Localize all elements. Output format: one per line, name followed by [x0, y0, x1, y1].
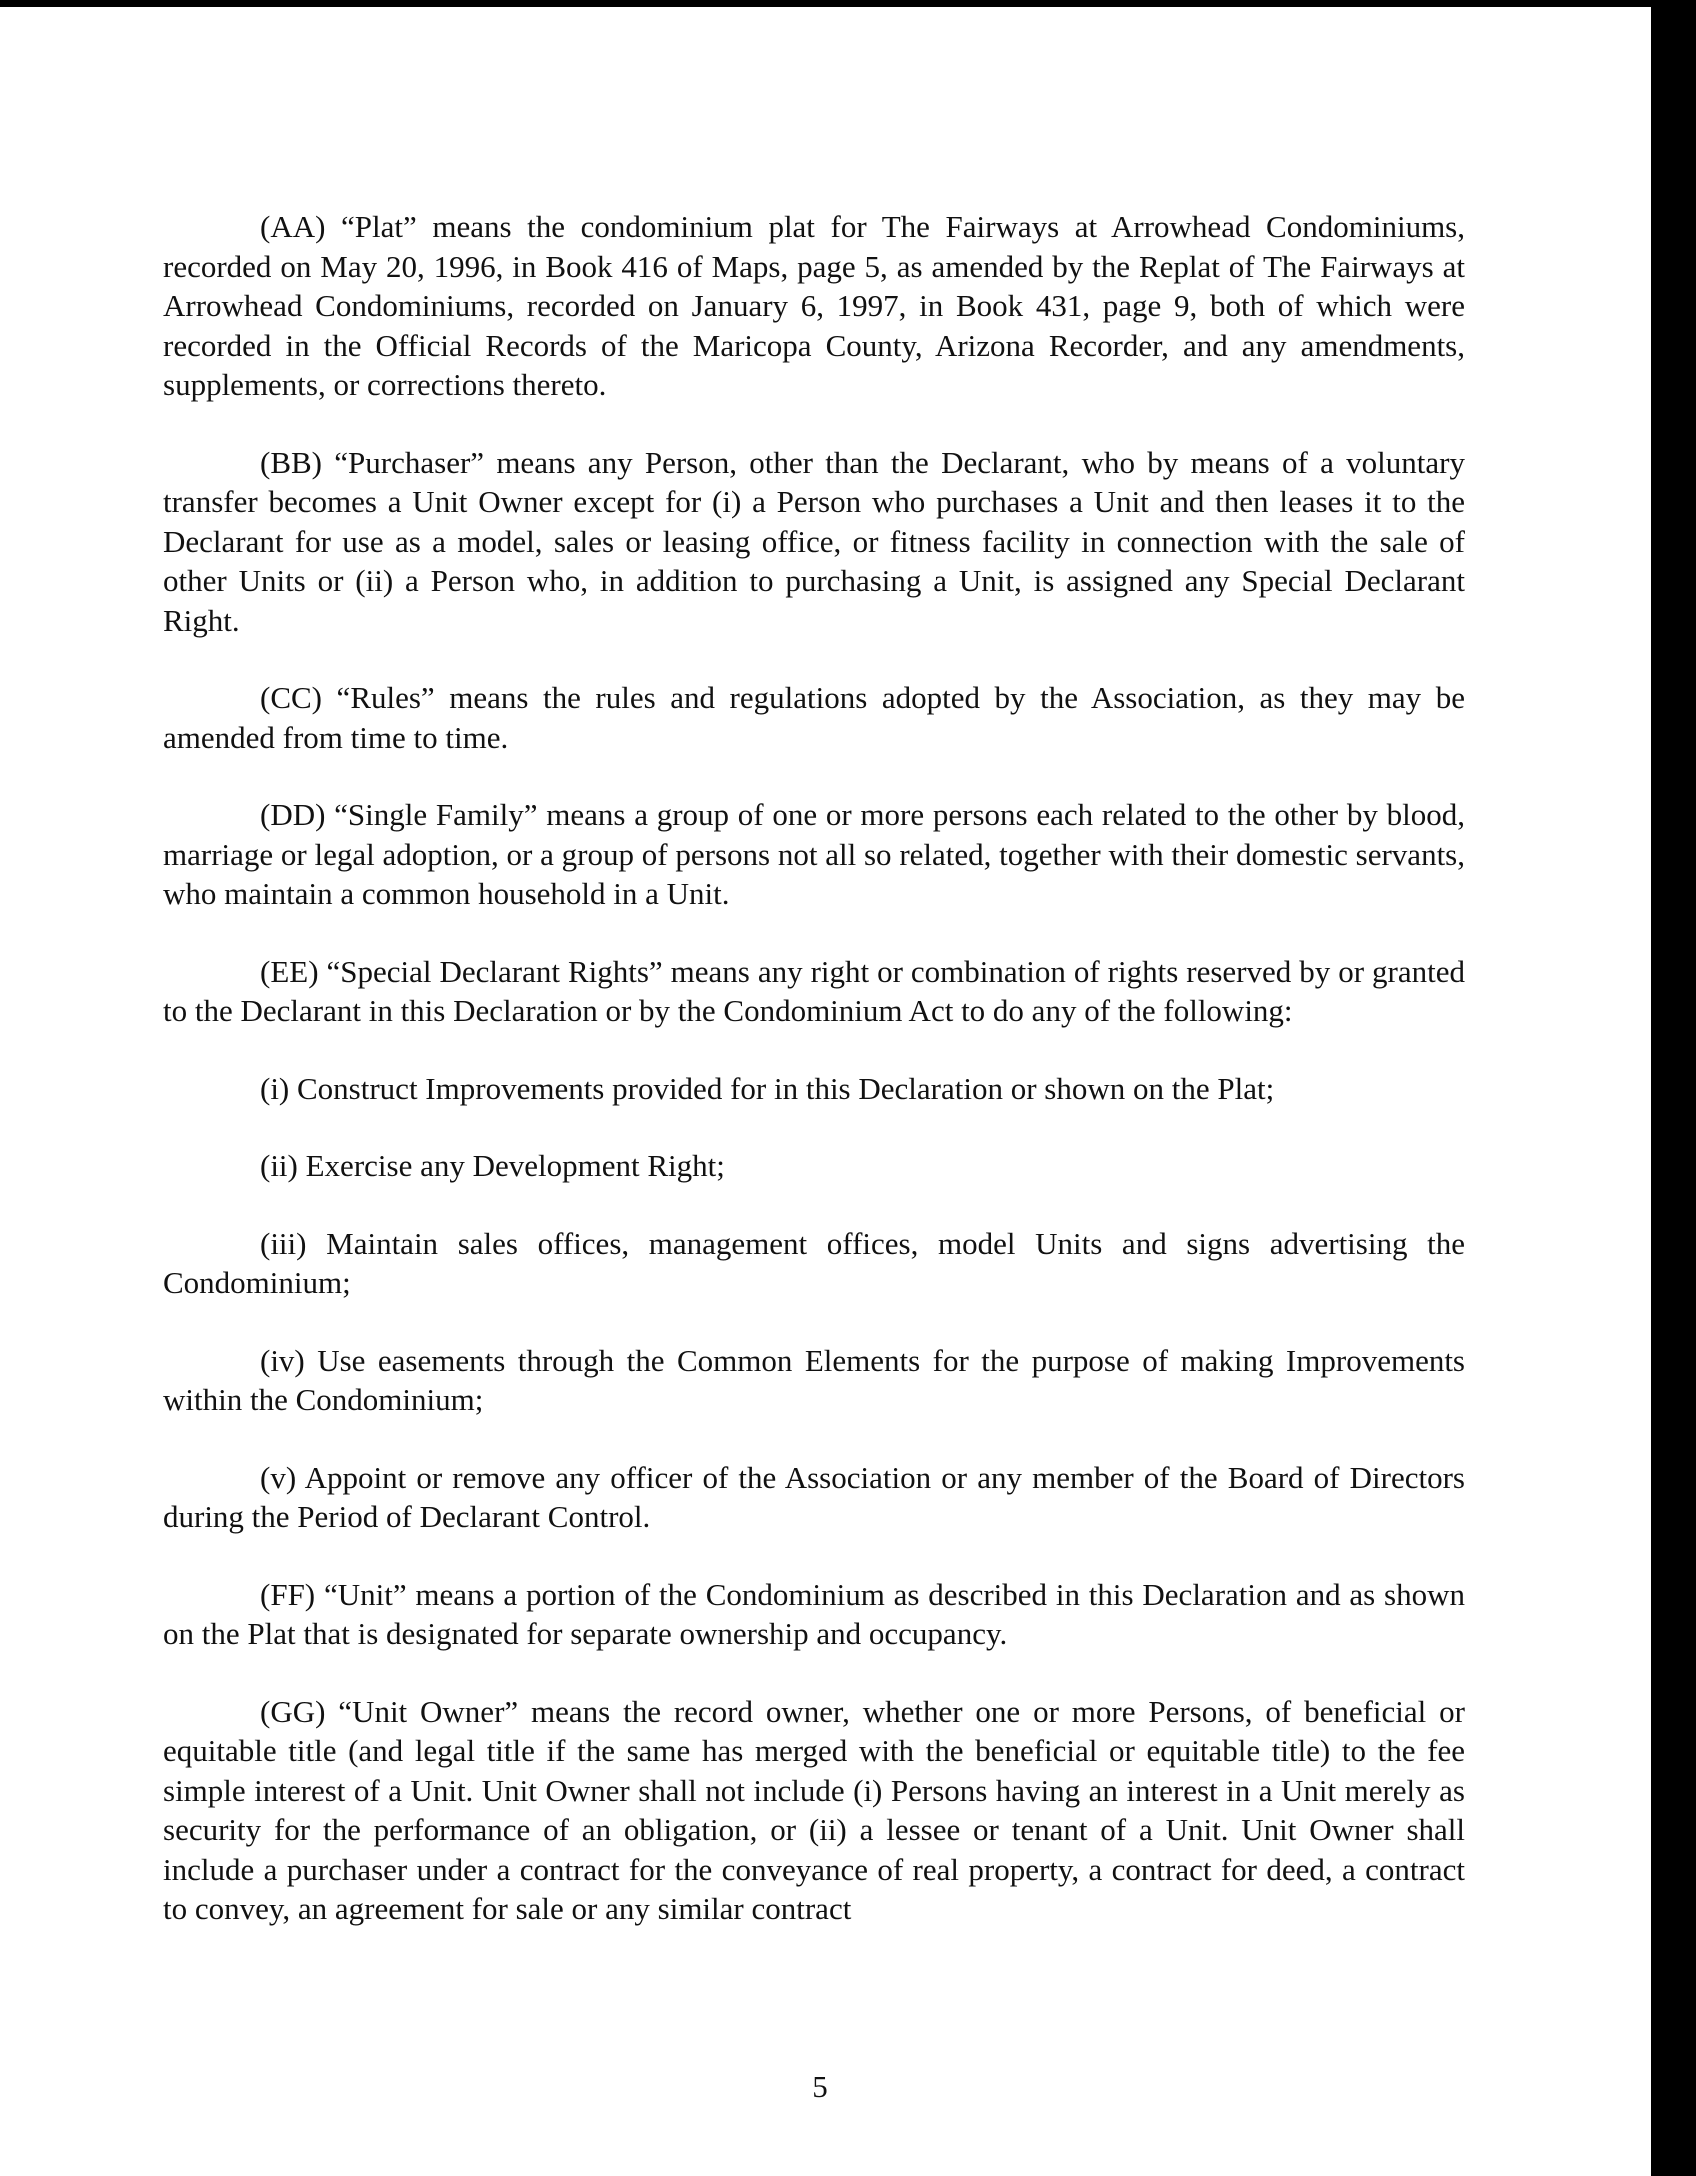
subitem-i: (i) Construct Improvements provided for in this Declaration or shown on the Plat;: [260, 1070, 1275, 1106]
subitem-v: (v) Appoint or remove any officer of the Association or any member of the Board of Directors during the Period of Declarant Control.: [163, 1459, 1465, 1534]
definition-ff: (FF) “Unit” means a portion of the Condominium as described in this Declaration and as shown on the Plat that is designated for separate ownership and occupancy.: [163, 1576, 1465, 1651]
definition-cc: (CC) “Rules” means the rules and regulations adopted by the Association, as they may be amended from time to time.: [163, 680, 1465, 755]
document-body: [163, 207, 1465, 1929]
subitem-iii: (iii) Maintain sales offices, management offices, model Units and signs advertising the Condominium;: [163, 1225, 1465, 1300]
subitem-iv: (iv) Use easements through the Common Elements for the purpose of making Improvements within the Condominium;: [163, 1342, 1465, 1417]
definition-gg: (GG) “Unit Owner” means the record owner, whether one or more Persons, of beneficial or equitable title (and legal title if the same has merged with the beneficial or equitable title) to the fee simple interest of a Unit. Unit Owner shall not include (i) Persons having an interest in a Unit merely as security for the performance of an obligation, or (ii) a lessee or tenant of a Unit. Unit Owner shall include a purchaser under a contract for the conveyance of real property, a contract for deed, a contract to convey, an agreement for sale or any similar contract: [163, 1693, 1465, 1926]
subitem-ii: (ii) Exercise any Development Right;: [260, 1148, 725, 1183]
definition-bb: (BB) “Purchaser” means any Person, other than the Declarant, who by means of a voluntary transfer becomes a Unit Owner except for (i) a Person who purchases a Unit and then leases it to the Declarant for use as a model, sales or leasing office, or fitness facility in connection with the sale of other Units or (ii) a Person who, in addition to purchasing a Unit, is assigned any Special Declarant Right.: [163, 444, 1465, 638]
page-number: 5: [812, 2069, 828, 2104]
scan-top-edge: [0, 0, 1696, 7]
definition-aa: (AA) “Plat” means the condominium plat for The Fairways at Arrowhead Condominiums, recorded on May 20, 1996, in Book 416 of Maps, page 5, as amended by the Replat of The Fairways at Arrowhead Condominiums, recorded on January 6, 1997, in Book 431, page 9, both of which were recorded in the Official Records of the Maricopa County, Arizona Recorder, and any amendments, supplements, or corrections thereto.: [163, 209, 1465, 402]
scan-right-edge: [1651, 0, 1696, 2176]
definition-dd: (DD) “Single Family” means a group of one or more persons each related to the other by blood, marriage or legal adoption, or a group of persons not all so related, together with their domestic servants, who maintain a common household in a Unit.: [163, 797, 1465, 911]
definition-ee: (EE) “Special Declarant Rights” means any right or combination of rights reserved by or granted to the Declarant in this Declaration or by the Condominium Act to do any of the following:: [163, 953, 1465, 1028]
